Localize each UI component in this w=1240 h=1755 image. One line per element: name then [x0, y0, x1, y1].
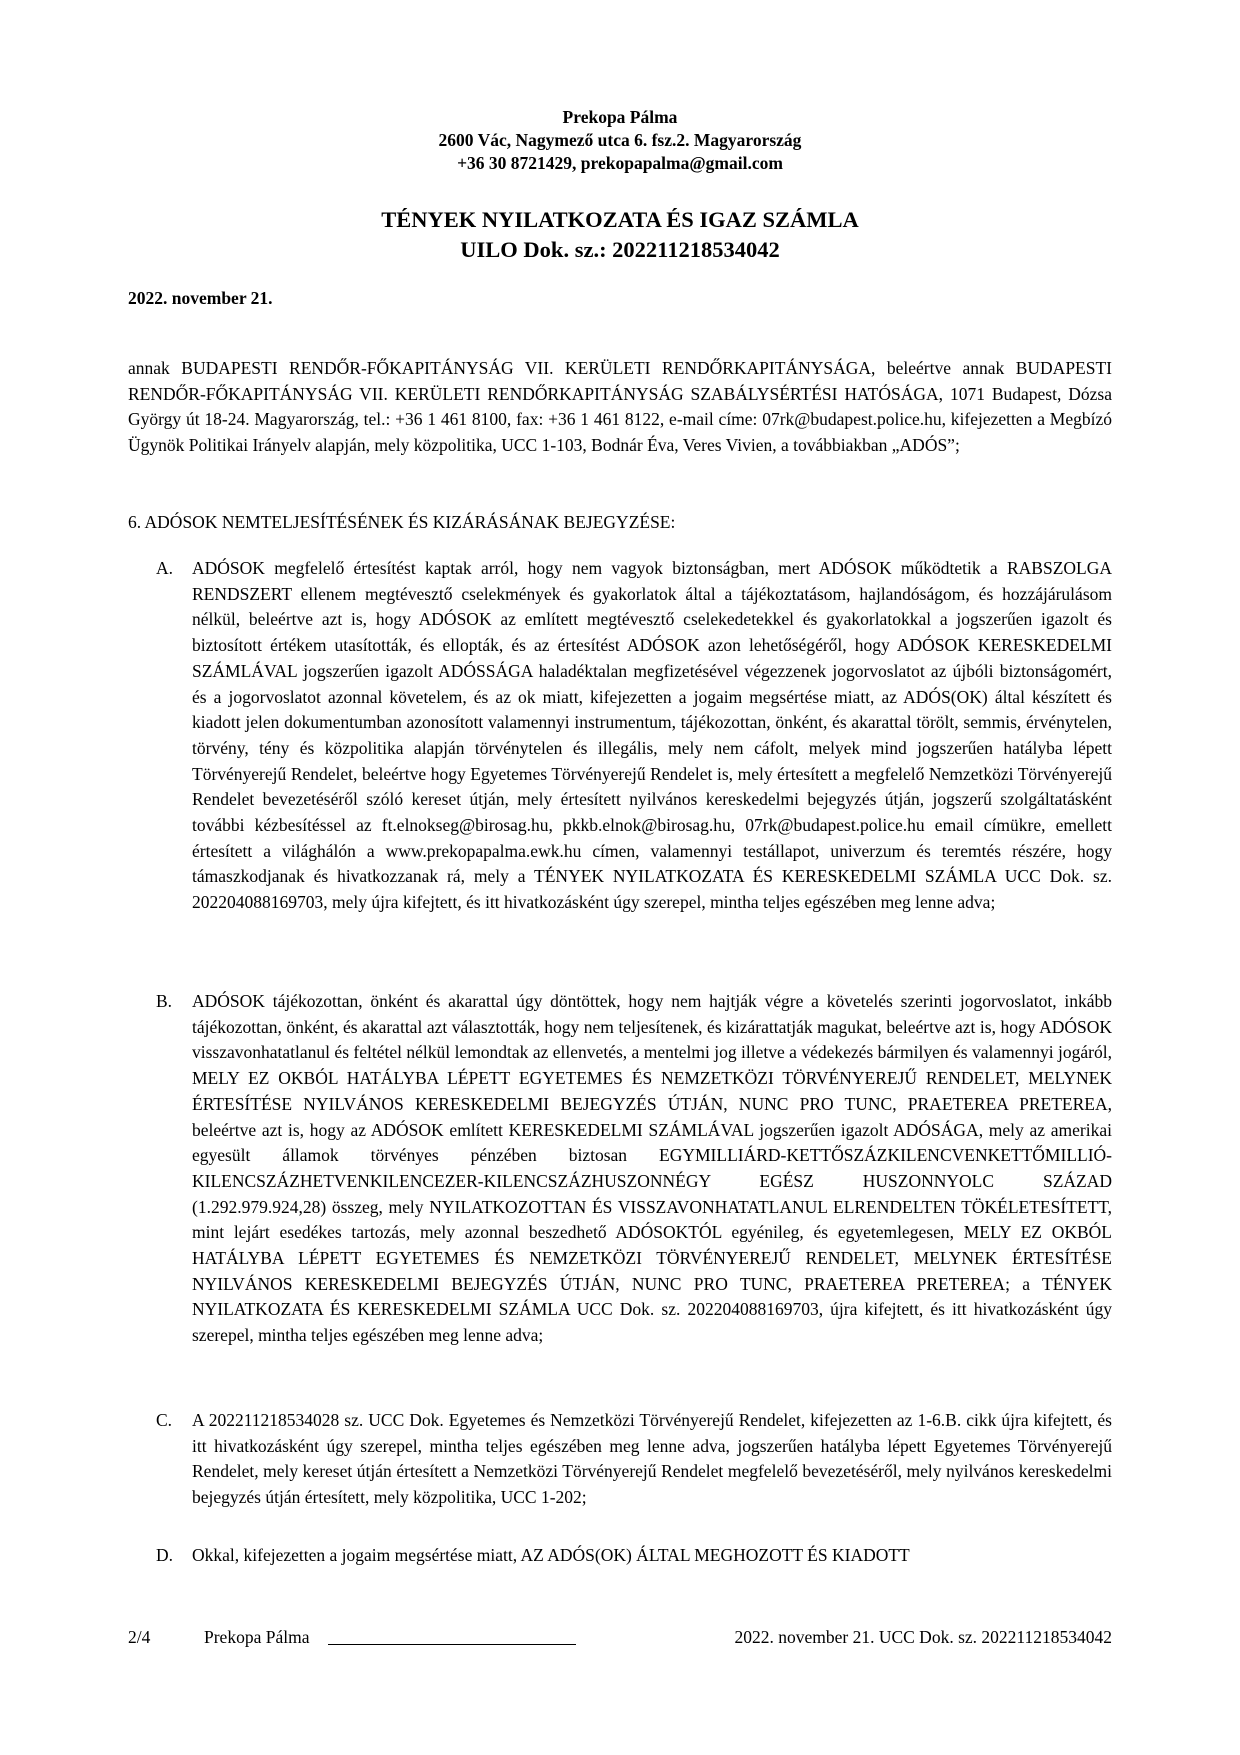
- title-docnumber: UILO Dok. sz.: 202211218534042: [460, 237, 780, 262]
- list-item-text: ADÓSOK megfelelő értesítést kaptak arról, hogy nem vagyok biztonságban, mert ADÓSOK működtetik a RABSZOLGA RENDSZERT ellenem megtévesztő cselekmények és gyakorlatok által a tájékoztatásom, hajlandóságom, és hozzájárulásom nélkül, beleértve azt is, hogy ADÓSOK az említett megtévesztő cselekedetekkel és gyakorlatokkal a jogszerűen igazolt és biztosított értékem utasították, és ellopták, és az értesítést ADÓSOK azon lehetőségéről, hogy ADÓSOK KERESKEDELMI SZÁMLÁVAL jogszerűen igazolt ADÓSSÁGA haladéktalan megfizetésével végezzenek jogorvoslatot az újbóli biztonságomért, és a jogorvoslatot azonnal követelem, és az ok miatt, kifejezetten a jogaim megsértése miatt, az ADÓS(OK) által készített és kiadott jelen dokumentumban azonosított valamennyi instrumentum, tájékozottan, önként, és akarattal törölt, semmis, érvénytelen, törvény, tény és közpolitika alapján törvénytelen és illegális, mely nem cáfolt, melyek mind jogszerűen hatályba lépett Törvényerejű Rendelet, beleértve hogy Egyetemes Törvényerejű Rendelet is, mely értesített a megfelelő Nemzetközi Törvényerejű Rendelet bevezetéséről szóló kereset útján, mely értesített nyilvános kereskedelmi bejegyzés útján, jogszerű szolgáltatásként további kézbesítéssel az ft.elnokseg@birosag.hu, pkkb.elnok@birosag.hu, 07rk@budapest.police.hu email címükre, emellett értesített a világhálón a www.prekopapalma.ewk.hu címen, valamennyi testállapot, univerzum és teremtés részére, hogy támaszkodjanak és hivatkozzanak rá, mely a TÉNYEK NYILATKOZATA ÉS KERESKEDELMI SZÁMLA UCC Dok. sz. 202204088169703, mely újra kifejtett, és itt hivatkozásként úgy szerepel, mintha teljes egészében meg lenne adva;: [192, 558, 1112, 913]
- list-item-text: Okkal, kifejezetten a jogaim megsértése miatt, AZ ADÓS(OK) ÁLTAL MEGHOZOTT ÉS KIADOTT: [192, 1545, 910, 1565]
- list-item: [128, 556, 1112, 916]
- addressee-paragraph: annak BUDAPESTI RENDŐR-FŐKAPITÁNYSÁG VII. KERÜLETI RENDŐRKAPITÁNYSÁGA, beleértve annak BUDAPESTI RENDŐR-FŐKAPITÁNYSÁG VII. KERÜLETI RENDŐRKAPITÁNYSÁG SZABÁLYSÉRTÉSI HATÓSÁGA, 1071 Budapest, Dózsa György út 18-24. Magyarország, tel.: +36 1 461 8100, fax: +36 1 461 8122, e-mail címe: 07rk@budapest.police.hu, kifejezetten a Megbízó Ügynök Politikai Irányelv alapján, mely közpolitika, UCC 1-103, Bodnár Éva, Veres Vivien, a továbbiakban „ADÓS”;: [128, 358, 1112, 456]
- list-item-letter: B.: [156, 991, 173, 1011]
- signature-line: [328, 1644, 576, 1645]
- document-title: [128, 205, 1112, 265]
- list-item: [128, 1408, 1112, 1511]
- document-date: 2022. november 21.: [128, 288, 273, 308]
- sender-header: [128, 106, 1112, 175]
- list-item-letter: A.: [156, 558, 174, 578]
- footer-reference: 2022. november 21. UCC Dok. sz. 202211218534042: [734, 1627, 1112, 1647]
- list-item-text: ADÓSOK tájékozottan, önként és akarattal úgy döntöttek, hogy nem hajtják végre a követelés szerinti jogorvoslatot, inkább tájékozottan, önként, és akarattal azt választották, hogy nem teljesítenek, és kizárattatják magukat, beleértve azt is, hogy ADÓSOK visszavonhatatlanul és feltétel nélkül lemondtak az ellenvetés, a mentelmi jog illetve a védekezés bármilyen és valamennyi jogáról, MELY EZ OKBÓL HATÁLYBA LÉPETT EGYETEMES ÉS NEMZETKÖZI TÖRVÉNYEREJŰ RENDELET, MELYNEK ÉRTESÍTÉSE NYILVÁNOS KERESKEDELMI BEJEGYZÉS ÚTJÁN, NUNC PRO TUNC, PRAETEREA PRETEREA, beleértve azt is, hogy az ADÓSOK említett KERESKEDELMI SZÁMLÁVAL jogszerűen igazolt ADÓSÁGA, mely az amerikai egyesült államok törvényes pénzében biztosan EGYMILLIÁRD-KETTŐSZÁZKILENCVENKETTŐMILLIÓ-KILENCSZÁZHETVENKILENCEZER-KILENCSZÁZHUSZONNÉGY EGÉSZ HUSZONNYOLC SZÁZAD (1.292.979.924,28) összeg, mely NYILATKOZOTTAN ÉS VISSZAVONHATATLANUL ELRENDELTEN TÖKÉLETESÍTETT, mint lejárt esedékes tartozás, mely azonnal beszedhető ADÓSOKTÓL egyénileg, és egyetemlegesen, MELY EZ OKBÓL HATÁLYBA LÉPETT EGYETEMES ÉS NEMZETKÖZI TÖRVÉNYEREJŰ RENDELET, MELYNEK ÉRTESÍTÉSE NYILVÁNOS KERESKEDELMI BEJEGYZÉS ÚTJÁN, NUNC PRO TUNC, PRAETEREA PRETEREA; a TÉNYEK NYILATKOZATA ÉS KERESKEDELMI SZÁMLA UCC Dok. sz. 202204088169703, újra kifejtett, és itt hivatkozásként úgy szerepel, mintha teljes egészében meg lenne adva;: [192, 991, 1112, 1346]
- title-main: TÉNYEK NYILATKOZATA ÉS IGAZ SZÁMLA: [381, 207, 859, 232]
- sender-contact: +36 30 8721429, prekopapalma@gmail.com: [457, 153, 783, 173]
- list-item: [128, 989, 1112, 1349]
- list-item-text: A 202211218534028 sz. UCC Dok. Egyetemes és Nemzetközi Törvényerejű Rendelet, kifejezetten az 1-6.B. cikk újra kifejtett, és itt hivatkozásként úgy szerepel, mintha teljes egészében meg lenne adva, jogszerűen hatályba lépett Egyetemes Törvényerejű Rendelet, mely kereset útján értesített a Nemzetközi Törvényerejű Rendelet megfelelő bevezetéséről, mely nyilvános kereskedelmi bejegyzés útján értesített, mely közpolitika, UCC 1-202;: [192, 1410, 1112, 1508]
- list-item-letter: C.: [156, 1410, 173, 1430]
- section-heading: 6. ADÓSOK NEMTELJESÍTÉSÉNEK ÉS KIZÁRÁSÁNAK BEJEGYZÉSE:: [128, 512, 676, 532]
- list-item-letter: D.: [156, 1545, 174, 1565]
- sender-name: Prekopa Pálma: [562, 107, 678, 127]
- page-number: 2/4: [128, 1627, 151, 1647]
- sender-address: 2600 Vác, Nagymező utca 6. fsz.2. Magyarország: [438, 130, 802, 150]
- list-item: [128, 1543, 1112, 1569]
- signer-name: Prekopa Pálma: [204, 1627, 310, 1647]
